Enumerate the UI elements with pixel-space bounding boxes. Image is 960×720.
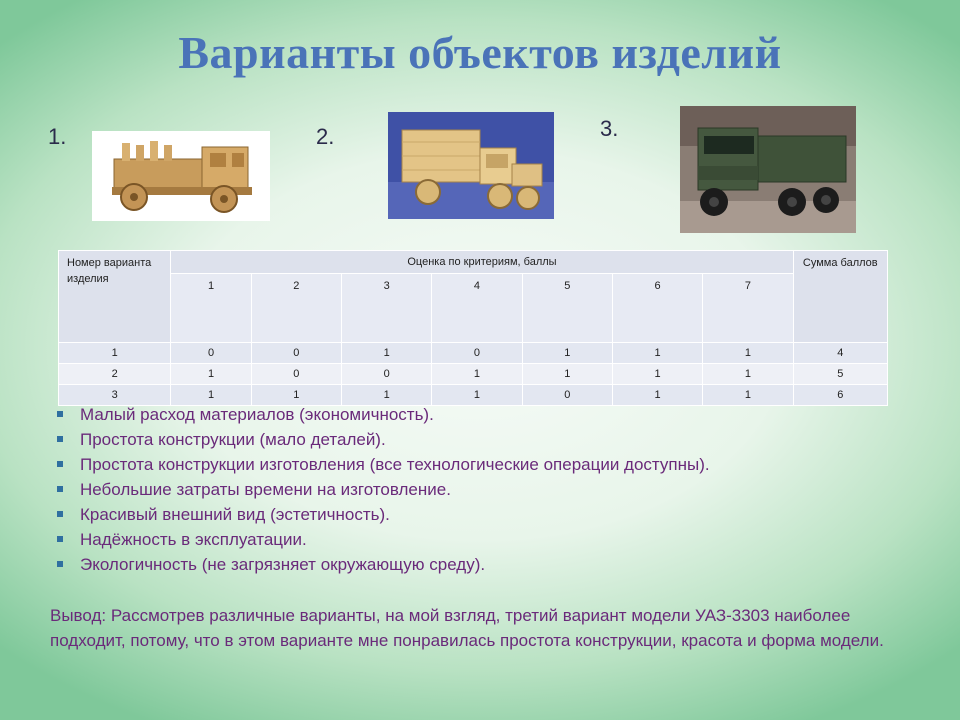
variant-3-label: 3. (600, 116, 619, 141)
score-cell: 1 (341, 385, 431, 406)
list-item: Экологичность (не загрязняет окружающую среду). (50, 552, 930, 577)
criteria-group-header: Оценка по критериям, баллы (171, 251, 793, 274)
criterion-header: 1 (171, 274, 251, 343)
wooden-truck-photo (92, 131, 270, 221)
variant-cell: 1 (59, 343, 171, 364)
wooden-van-truck-photo (388, 112, 554, 219)
slide-title: Варианты объектов изделий (178, 27, 782, 78)
criterion-header: 2 (251, 274, 341, 343)
score-cell: 0 (432, 343, 522, 364)
score-cell: 1 (432, 385, 522, 406)
variant-number-header: Номер варианта изделия (59, 251, 171, 343)
score-cell: 1 (522, 364, 612, 385)
score-cell: 1 (251, 385, 341, 406)
knitted-green-truck-photo (680, 106, 856, 233)
variant-1-label: 1. (48, 124, 67, 149)
score-cell: 1 (612, 385, 702, 406)
scores-table (58, 250, 888, 406)
score-cell: 0 (251, 343, 341, 364)
sum-cell: 6 (793, 385, 887, 406)
score-cell: 1 (703, 343, 793, 364)
sum-header: Сумма баллов (793, 251, 887, 343)
criterion-header: 3 (341, 274, 431, 343)
variant-cell: 2 (59, 364, 171, 385)
variant-cell: 3 (59, 385, 171, 406)
criterion-header: 4 (432, 274, 522, 343)
score-cell: 0 (341, 364, 431, 385)
variant-2-label: 2. (316, 124, 335, 149)
score-cell: 1 (703, 364, 793, 385)
list-item: Малый расход материалов (экономичность). (50, 402, 930, 427)
table-header-row (59, 251, 888, 274)
list-item: Красивый внешний вид (эстетичность). (50, 502, 930, 527)
list-item: Небольшие затраты времени на изготовление. (50, 477, 930, 502)
score-cell: 1 (432, 364, 522, 385)
score-cell: 1 (171, 364, 251, 385)
score-cell: 0 (522, 385, 612, 406)
score-cell: 1 (341, 343, 431, 364)
sum-cell: 4 (793, 343, 887, 364)
score-cell: 1 (612, 364, 702, 385)
score-cell: 0 (251, 364, 341, 385)
sum-cell: 5 (793, 364, 887, 385)
score-cell: 0 (171, 343, 251, 364)
criteria-header-row (59, 274, 888, 343)
table-row (59, 343, 888, 364)
criterion-header: 6 (612, 274, 702, 343)
criterion-header: 7 (703, 274, 793, 343)
conclusion-text: Вывод: Рассмотрев различные варианты, на мой взгляд, третий вариант модели УАЗ-3303 наиболее подходит, потому, что в этом варианте мне понравилась простота конструкции, красота и форма модели. (50, 606, 884, 650)
score-cell: 1 (522, 343, 612, 364)
criterion-header: 5 (522, 274, 612, 343)
list-item: Простота конструкции изготовления (все технологические операции доступны). (50, 452, 930, 477)
criteria-list (50, 402, 930, 577)
score-cell: 1 (703, 385, 793, 406)
score-cell: 1 (612, 343, 702, 364)
table-row (59, 364, 888, 385)
list-item: Надёжность в эксплуатации. (50, 527, 930, 552)
list-item: Простота конструкции (мало деталей). (50, 427, 930, 452)
score-cell: 1 (171, 385, 251, 406)
